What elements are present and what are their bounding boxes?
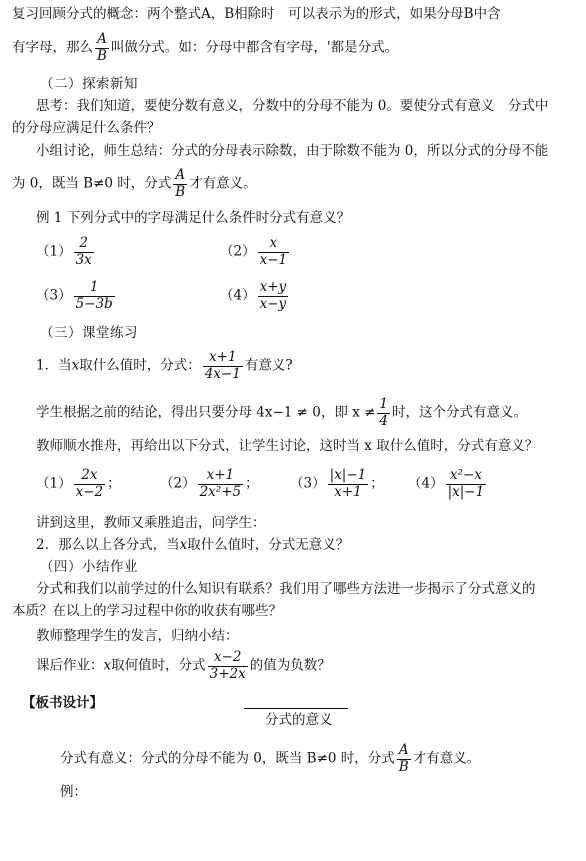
paragraph-review-line1: 复习回顾分式的概念：两个整式A，B相除时 可以表示为的形式，如果分母B中含 — [12, 6, 501, 22]
fraction: $\frac{1}{5-3b}$ — [75, 279, 113, 312]
paragraph-discuss-line1: 小组讨论，师生总结：分式的分母表示除数，由于除数不能为 0，所以分式的分母不能 — [36, 143, 549, 159]
example-item-2: （2） $\frac{x}{x-1}$ — [220, 235, 288, 268]
fraction: $\frac{x+1}{\text{2x²+5}}$ — [199, 467, 242, 500]
text: 有字母，那么 — [12, 39, 93, 56]
paragraph-summary-line1: 分式和我们以前学过的什么知识有联系？我们用了哪些方法进一步揭示了分式意义的 — [36, 581, 536, 597]
section-heading-3: （三）课堂练习 — [40, 325, 138, 341]
fraction: $\frac{|x|-1}{x+1}$ — [329, 467, 367, 500]
fraction-a-over-b: $\frac{A}{B}$ — [97, 31, 107, 64]
board-design-heading: 【板书设计】 — [22, 695, 103, 711]
paragraph-teacher-extend: 教师顺水推舟，再给出以下分式，让学生讨论，这时当 x 取什么值时，分式有意义？ — [36, 438, 539, 454]
fraction-a-over-b: $\frac{A}{B}$ — [175, 167, 186, 200]
fraction-one-quarter: $\frac{1}{4}$ — [379, 396, 388, 429]
section-heading-4: （四）小结作业 — [40, 559, 138, 575]
board-definition: 分式有意义：分式的分母不能为 0，既当 B≠0 时，分式 $\frac{A}{B}$ 才有意义。 — [60, 742, 481, 775]
example-1-prompt: 例 1 下列分式中的字母满足什么条件时分式有意义？ — [36, 210, 351, 226]
practice-item-2: （2） $\frac{x+1}{\text{2x²+5}}$ ； — [160, 467, 259, 500]
board-example-label: 例： — [60, 784, 87, 800]
example-item-3: （3） $\frac{1}{5-3b}$ — [36, 279, 113, 312]
paragraph-follow-up: 讲到这里，教师又乘胜追击，问学生： — [36, 515, 266, 531]
question-1: 1．当x取什么值时，分式： $\frac{x+1}{4x-1}$ 有意义? — [36, 349, 293, 382]
paragraph-teacher-summary: 教师整理学生的发言，归纳小结： — [36, 628, 239, 644]
example-item-1: （1） $\frac{2}{3x}$ — [36, 235, 92, 268]
example-item-4: （4） $\frac{x+y}{x-y}$ — [220, 279, 287, 312]
paragraph-think-line2: 的分母应满足什么条件？ — [12, 120, 161, 136]
fraction: $\frac{x}{x-1}$ — [259, 235, 288, 268]
fraction: $\frac{x-2}{3+2x}$ — [209, 649, 246, 682]
fraction: $\frac{x+y}{x-y}$ — [259, 279, 287, 312]
section-heading-2: （二）探索新知 — [40, 76, 138, 92]
homework: 课后作业：x取何值时，分式 $\frac{x-2}{3+2x}$ 的值为负数？ — [36, 649, 331, 682]
paragraph-summary-line2: 本质？在以上的学习过程中你的收获有哪些？ — [12, 603, 282, 619]
paragraph-discuss-line2: 为 0，既当 B≠0 时，分式 $\frac{A}{B}$ 才有意义。 — [12, 167, 257, 200]
fraction: $\frac{\text{x²−x}}{|x|-1}$ — [447, 467, 485, 500]
text: 叫做分式。如：分母中都含有字母，'都是分式。 — [110, 39, 399, 56]
question-2: 2．那么以上各分式，当x取什么值时，分式无意义？ — [36, 537, 350, 553]
practice-item-4: （4） $\frac{\text{x²−x}}{|x|-1}$ — [408, 467, 485, 500]
practice-item-3: （3） $\frac{|x|-1}{x+1}$ ； — [290, 467, 384, 500]
board-title-rule — [244, 708, 348, 709]
practice-item-1: （1） $\frac{2x}{x-2}$ ； — [36, 467, 121, 500]
paragraph-think-line1: 思考：我们知道，要使分数有意义，分数中的分母不能为 0。要使分式有意义 分式中 — [36, 98, 549, 114]
paragraph-student-conclusion: 学生根据之前的结论，得出只要分母 4x−1 ≠ 0，即 x ≠ $\frac{1}{4}$ 时，这个分式有意义。 — [36, 396, 527, 429]
fraction: $\frac{2}{3x}$ — [75, 235, 92, 268]
fraction-a-over-b: $\frac{A}{B}$ — [398, 742, 409, 775]
paragraph-review-line2 — [12, 32, 398, 64]
board-title: 分式的意义 — [265, 712, 333, 728]
fraction: $\frac{2x}{x-2}$ — [75, 467, 104, 500]
fraction: $\frac{x+1}{4x-1}$ — [204, 349, 241, 382]
